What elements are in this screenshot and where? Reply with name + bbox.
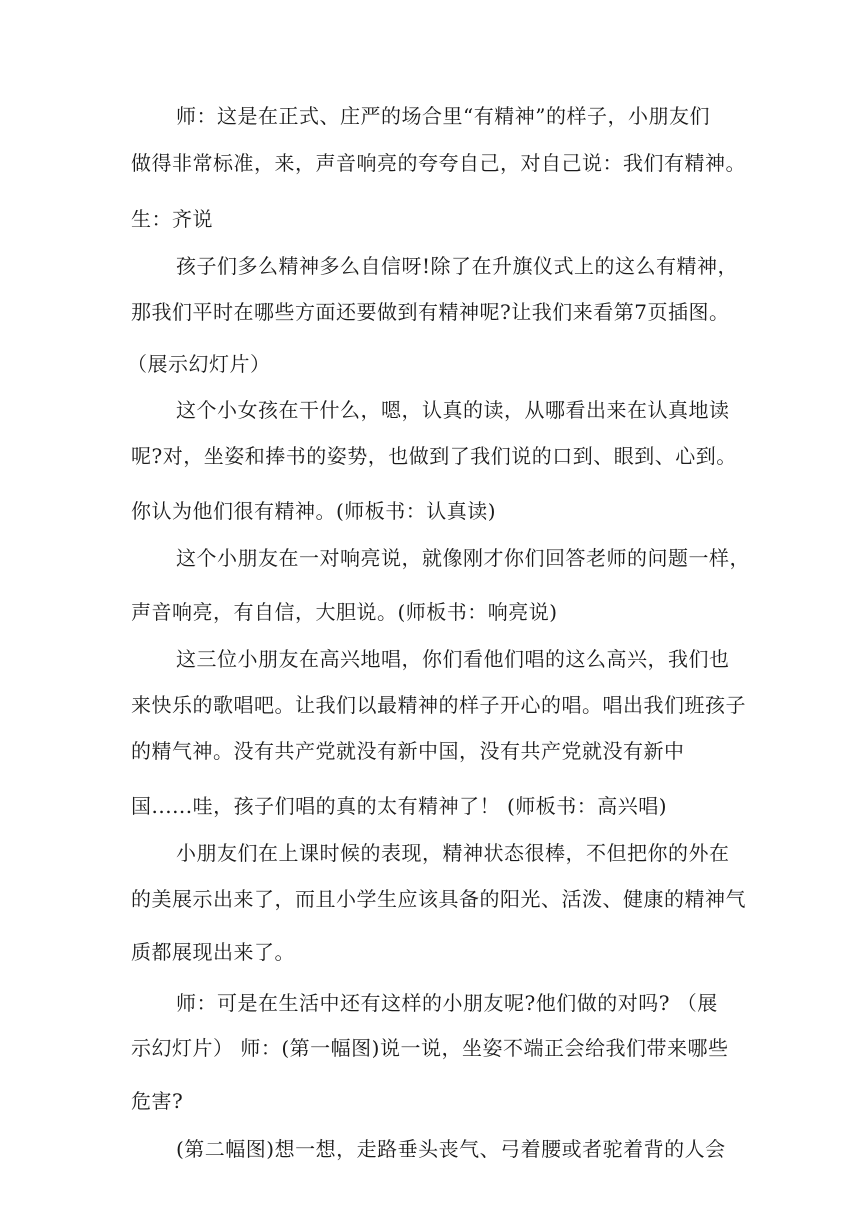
text-line: 孩子们多么精神多么自信呀!除了在升旗仪式上的这么有精神，	[176, 254, 739, 278]
text-line: 质都展现出来了。	[131, 940, 295, 964]
text-line: 国......哇，孩子们唱的真的太有精神了！ (师板书：高兴唱)	[131, 794, 668, 818]
text-line: 的精气神。没有共产党就没有新中国，没有共产党就没有新中	[131, 739, 685, 763]
text-line: (第二幅图)想一想，走路垂头丧气、弓着腰或者驼着背的人会	[176, 1137, 726, 1161]
text-line: 来快乐的歌唱吧。让我们以最精神的样子开心的唱。唱出我们班孩子	[131, 693, 746, 717]
text-line: 做得非常标准，来，声音响亮的夸夸自己，对自己说：我们有精神。	[131, 151, 746, 175]
text-line: （展示幻灯片）	[127, 352, 271, 376]
text-line: 这三位小朋友在高兴地唱，你们看他们唱的这么高兴，我们也	[176, 647, 730, 671]
text-line: 那我们平时在哪些方面还要做到有精神呢?让我们来看第7页插图。	[131, 300, 730, 324]
text-line: 师：可是在生活中还有这样的小朋友呢?他们做的对吗? （展	[176, 991, 718, 1015]
text-line: 示幻灯片） 师：(第一幅图)说一说，坐姿不端正会给我们带来哪些	[131, 1036, 729, 1060]
text-line: 的美展示出来了，而且小学生应该具备的阳光、活泼、健康的精神气	[131, 887, 746, 911]
text-line: 呢?对，坐姿和捧书的姿势，也做到了我们说的口到、眼到、心到。	[131, 444, 737, 468]
text-line: 师：这是在正式、庄严的场合里“有精神”的样子，小朋友们	[176, 104, 710, 128]
text-line: 危害?	[131, 1089, 184, 1113]
text-line: 这个小朋友在一对响亮说，就像刚才你们回答老师的问题一样，	[176, 546, 750, 570]
text-line: 小朋友们在上课时候的表现，精神状态很棒，不但把你的外在	[176, 841, 730, 865]
text-line: 这个小女孩在干什么，嗯，认真的读，从哪看出来在认真地读	[176, 398, 730, 422]
text-line: 声音响亮，有自信，大胆说。(师板书：响亮说)	[131, 600, 558, 624]
text-line: 你认为他们很有精神。(师板书：认真读)	[131, 499, 497, 523]
text-line: 生：齐说	[131, 207, 213, 231]
